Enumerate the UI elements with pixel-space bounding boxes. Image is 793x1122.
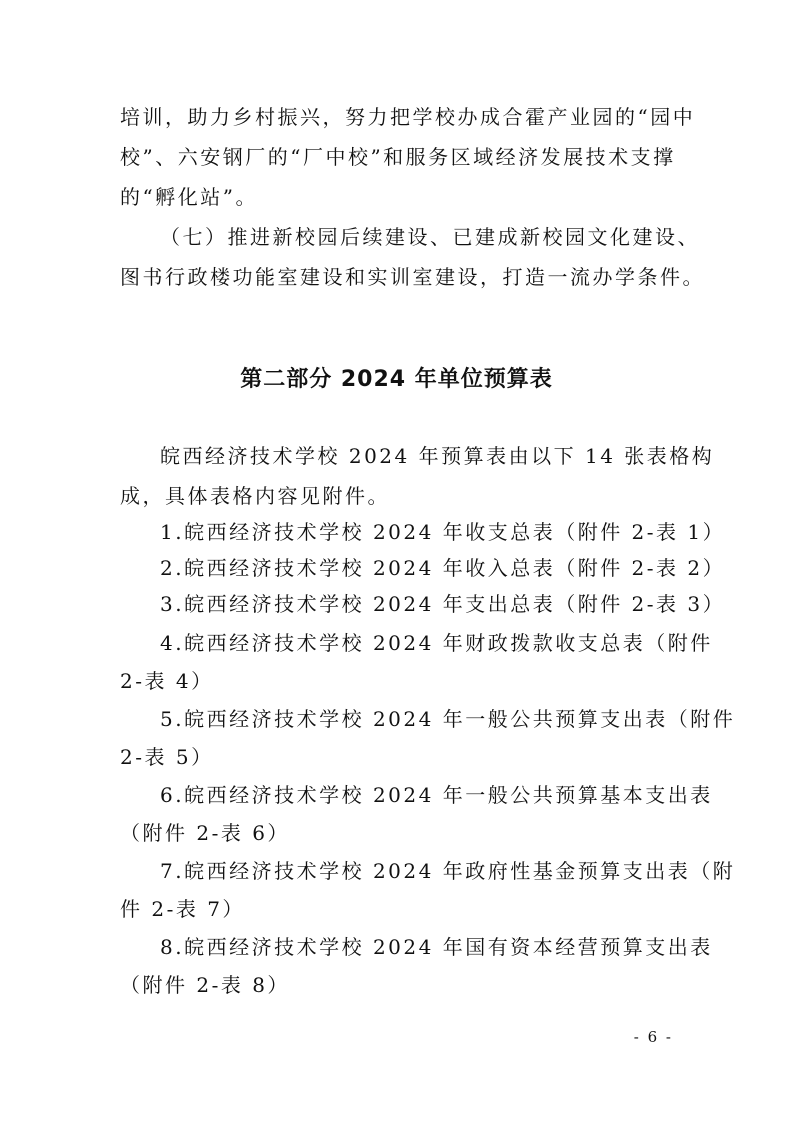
page-number: - 6 - — [633, 1028, 673, 1046]
list-item: 2.皖西经济技术学校 2024 年收入总表（附件 2-表 2） — [160, 556, 726, 580]
paragraph-line: 校”、六安钢厂的“厂中校”和服务区域经济发展技术支撑 — [120, 145, 676, 169]
list-item: 6.皖西经济技术学校 2024 年一般公共预算基本支出表 — [160, 783, 713, 807]
list-item: 1.皖西经济技术学校 2024 年收支总表（附件 2-表 1） — [160, 520, 726, 544]
list-item-continued: 2-表 4） — [120, 669, 214, 693]
list-item-continued: （附件 2-表 6） — [120, 821, 290, 845]
list-item-continued: 件 2-表 7） — [120, 897, 245, 921]
list-item: 3.皖西经济技术学校 2024 年支出总表（附件 2-表 3） — [160, 592, 726, 616]
list-item: 8.皖西经济技术学校 2024 年国有资本经营预算支出表 — [160, 935, 713, 959]
list-item: 5.皖西经济技术学校 2024 年一般公共预算支出表（附件 — [160, 707, 736, 731]
list-item-continued: （附件 2-表 8） — [120, 973, 290, 997]
paragraph-line: 培训，助力乡村振兴，努力把学校办成合霍产业园的“园中 — [120, 105, 696, 129]
paragraph-line: 的“孵化站”。 — [120, 185, 258, 209]
list-item: 7.皖西经济技术学校 2024 年政府性基金预算支出表（附 — [160, 859, 736, 883]
list-item: 4.皖西经济技术学校 2024 年财政拨款收支总表（附件 — [160, 631, 713, 655]
intro-line: 成，具体表格内容见附件。 — [120, 484, 390, 508]
paragraph-line: （七）推进新校园后续建设、已建成新校园文化建设、 — [160, 225, 700, 249]
section-heading: 第二部分 2024 年单位预算表 — [240, 367, 553, 392]
intro-line: 皖西经济技术学校 2024 年预算表由以下 14 张表格构 — [160, 444, 715, 468]
paragraph-line: 图书行政楼功能室建设和实训室建设，打造一流办学条件。 — [120, 265, 705, 289]
list-item-continued: 2-表 5） — [120, 745, 214, 769]
